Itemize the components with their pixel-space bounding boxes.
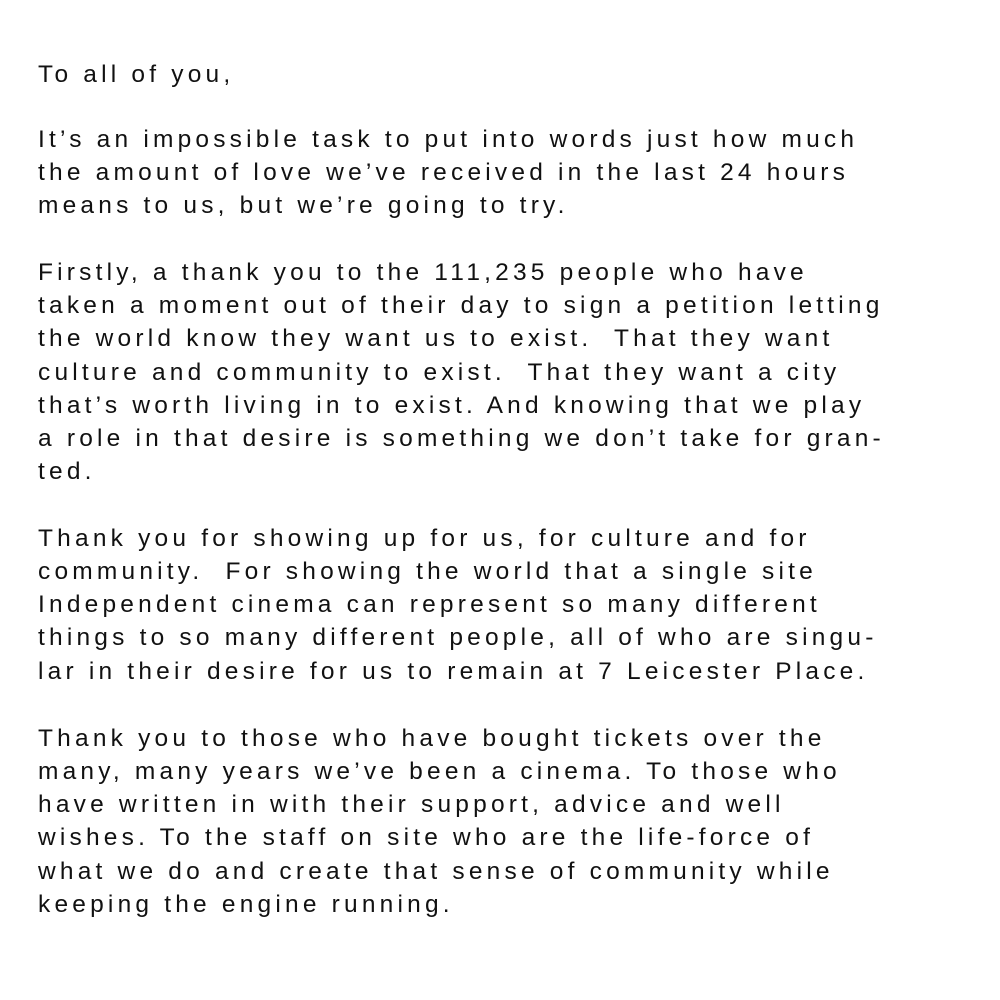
paragraph-line: culture and community to exist. That they want a city	[38, 359, 841, 386]
paragraph-line: It’s an impossible task to put into words just how much	[38, 126, 859, 153]
paragraph-line: that’s worth living in to exist. And knowing that we play	[38, 392, 866, 419]
paragraph-line: taken a moment out of their day to sign a petition letting	[38, 292, 884, 319]
paragraph-line: Thank you to those who have bought tickets over the	[38, 725, 826, 752]
paragraph-line: what we do and create that sense of community while	[38, 858, 834, 885]
salutation: To all of you,	[38, 61, 235, 88]
paragraph-line: means to us, but we’re going to try.	[38, 192, 569, 219]
paragraph-line: wishes. To the staff on site who are the life-force of	[38, 824, 815, 851]
paragraph-line: things to so many different people, all of who are singu-	[38, 624, 878, 651]
paragraph-line: lar in their desire for us to remain at 7 Leicester Place.	[38, 658, 869, 685]
paragraph-line: Thank you for showing up for us, for culture and for	[38, 525, 811, 552]
paragraph-line: the world know they want us to exist. That they want	[38, 325, 834, 352]
paragraph-line: a role in that desire is something we don’t take for gran-	[38, 425, 885, 452]
paragraph-line: ted.	[38, 458, 96, 485]
paragraph-line: community. For showing the world that a single site	[38, 558, 817, 585]
paragraph-line: keeping the engine running.	[38, 891, 454, 918]
paragraph-line: many, many years we’ve been a cinema. To those who	[38, 758, 841, 785]
paragraph-line: Firstly, a thank you to the 111,235 people who have	[38, 259, 808, 286]
paragraph-line: the amount of love we’ve received in the last 24 hours	[38, 159, 850, 186]
paragraph-line: Independent cinema can represent so many different	[38, 591, 821, 618]
paragraph-line: have written in with their support, advice and well	[38, 791, 785, 818]
